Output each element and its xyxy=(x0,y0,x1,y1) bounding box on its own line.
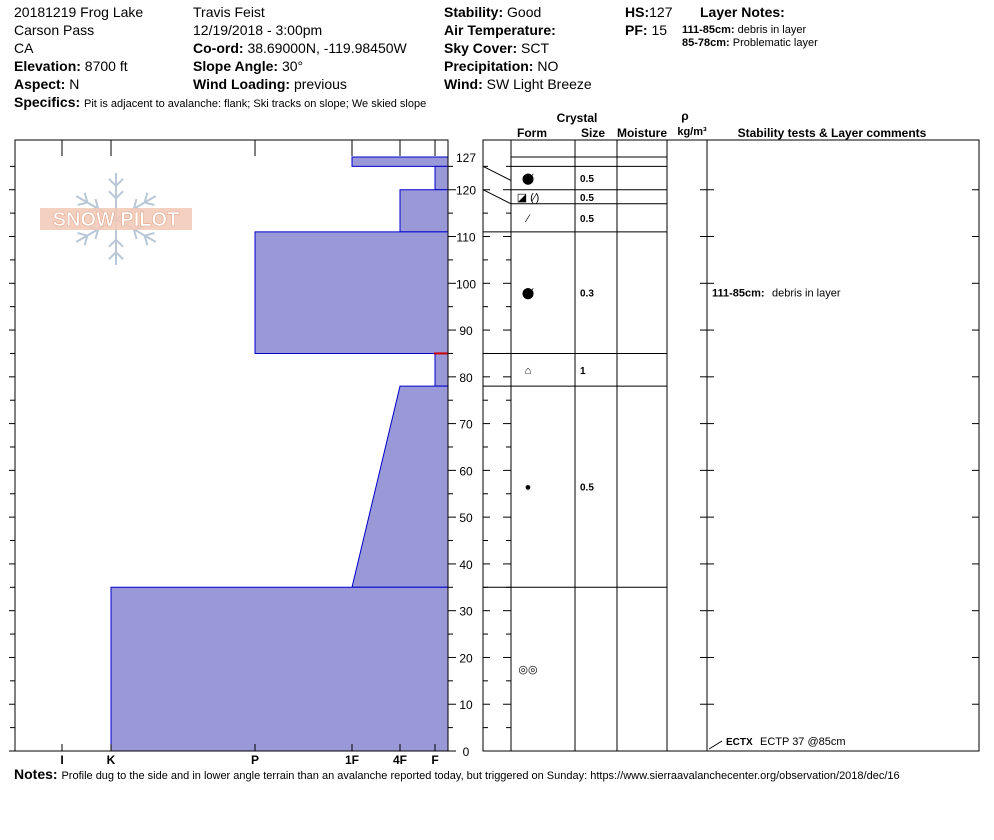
hardness-label: F xyxy=(431,753,439,767)
layer-table-headers xyxy=(517,109,927,140)
air-temperature: Air Temperature: xyxy=(444,22,556,38)
depth-label: 100 xyxy=(455,277,477,292)
header-size: Size xyxy=(580,126,606,140)
stability: Stability: Good xyxy=(444,4,542,20)
flake-branch xyxy=(116,252,123,259)
datetime: 12/19/2018 - 3:00pm xyxy=(193,22,323,38)
sky-cover: Sky Cover: SCT xyxy=(444,40,550,56)
header-form: Form xyxy=(517,126,547,140)
snowpilot-logo xyxy=(40,173,192,265)
layer-connector xyxy=(483,166,511,180)
depth-label: 90 xyxy=(459,324,473,339)
flake-branch xyxy=(145,202,155,205)
hardness-label: 1F xyxy=(344,753,360,767)
flake-branch xyxy=(116,179,123,186)
depth-label: 80 xyxy=(459,370,473,385)
layer-notes-title: Layer Notes: xyxy=(700,4,785,20)
layer-form-symbol: ⌂ xyxy=(524,364,532,377)
depth-label: 30 xyxy=(459,604,473,619)
hardness-label: P xyxy=(250,753,260,767)
aspect: Aspect: N xyxy=(14,76,80,92)
observer: Travis Feist xyxy=(193,4,265,20)
flake-branch xyxy=(78,202,88,205)
header-crystal: Crystal xyxy=(556,111,598,125)
depth-label-top: 127 xyxy=(455,151,477,165)
layer-size: 0.3 xyxy=(580,288,594,300)
layer-form-symbol: ⬤̸ xyxy=(521,287,535,300)
depth-label: 110 xyxy=(456,230,476,245)
layer-size: 0.5 xyxy=(580,482,594,494)
hardness-label: I xyxy=(60,753,64,767)
depth-label: 20 xyxy=(459,651,473,666)
header-rho: ρ xyxy=(681,109,689,123)
flake-branch xyxy=(116,240,123,247)
test-code: ECTX xyxy=(726,737,753,748)
layer-form-symbol: ◎◎ xyxy=(518,664,538,677)
flake-branch xyxy=(109,191,116,198)
logo-text: SNOW PILOT xyxy=(52,209,180,231)
specifics: Specifics: Pit is adjacent to avalanche: flank; Ski tracks on slope; We skied slope xyxy=(14,94,427,110)
layer-size: 0.5 xyxy=(580,174,594,186)
depth-label: 40 xyxy=(459,557,473,572)
area-name: Carson Pass xyxy=(14,22,95,38)
depth-label: 50 xyxy=(459,511,473,526)
hardness-label: K xyxy=(106,753,116,767)
test-leader xyxy=(709,741,722,749)
layer-size: 0.5 xyxy=(580,192,594,204)
layer-note-2: 85-78cm: Problematic layer xyxy=(682,37,818,49)
header-density: kg/m³ xyxy=(677,126,707,138)
hardness-layer xyxy=(111,587,448,751)
flake-branch xyxy=(116,191,123,198)
wind: Wind: SW Light Breeze xyxy=(444,76,592,92)
header-comments: Stability tests & Layer comments xyxy=(737,126,927,140)
depth-label: 70 xyxy=(459,417,473,432)
layer-comment-text: debris in layer xyxy=(772,287,841,300)
layer-note-1: 111-85cm: debris in layer xyxy=(682,24,807,36)
state-name: CA xyxy=(14,40,34,56)
hardness-profile xyxy=(111,157,448,751)
depth-label: 120 xyxy=(455,183,477,198)
layer-comments xyxy=(712,288,841,300)
header-moisture: Moisture xyxy=(616,126,668,140)
hardness-layer xyxy=(352,386,448,587)
hardness-label: 4F xyxy=(392,753,408,767)
depth-label: 10 xyxy=(459,698,473,713)
notes: Notes: Profile dug to the side and in lower angle terrain than an avalanche reported today, but triggered on Sunday: https://www.sierraavalanchecenter.org/observation/2018/dec/16 xyxy=(14,766,900,782)
foot-penetration: PF: 15 xyxy=(625,22,668,38)
flake-branch xyxy=(109,240,116,247)
hardness-layer xyxy=(352,157,448,166)
flake-branch xyxy=(78,233,88,236)
site-name: 20181219 Frog Lake xyxy=(14,4,144,20)
layer-connector xyxy=(483,190,511,204)
flake-branch xyxy=(145,233,155,236)
layer-size: 1 xyxy=(580,365,586,377)
layer-form-symbol: ⬤̸ xyxy=(521,173,535,186)
elevation: Elevation: 8700 ft xyxy=(14,58,128,74)
layer-size: 0.5 xyxy=(580,213,594,225)
slope-angle: Slope Angle: 30° xyxy=(193,58,304,74)
layer-form-symbol: ● xyxy=(524,481,532,494)
snow-height: HS:127 xyxy=(625,4,673,20)
hardness-layer xyxy=(255,232,448,354)
precipitation: Precipitation: NO xyxy=(444,58,559,74)
flake-branch xyxy=(109,252,116,259)
wind-loading: Wind Loading: previous xyxy=(193,76,347,92)
layer-form-symbol: ⁄ xyxy=(527,212,529,225)
hardness-layer xyxy=(400,190,448,232)
stability-tests xyxy=(709,736,846,749)
layer-form-symbol: ◪ (⁄) xyxy=(516,191,540,204)
coordinates: Co-ord: 38.69000N, -119.98450W xyxy=(193,40,407,56)
test-result: ECTP 37 @85cm xyxy=(760,736,846,748)
hardness-layer xyxy=(435,166,448,189)
hardness-layer xyxy=(435,353,448,386)
layer-comment-range: 111-85cm: xyxy=(712,287,765,300)
flake-branch xyxy=(109,179,116,186)
table-depth-ticks xyxy=(483,166,979,751)
depth-label: 60 xyxy=(459,464,473,479)
depth-label: 0 xyxy=(462,745,470,759)
